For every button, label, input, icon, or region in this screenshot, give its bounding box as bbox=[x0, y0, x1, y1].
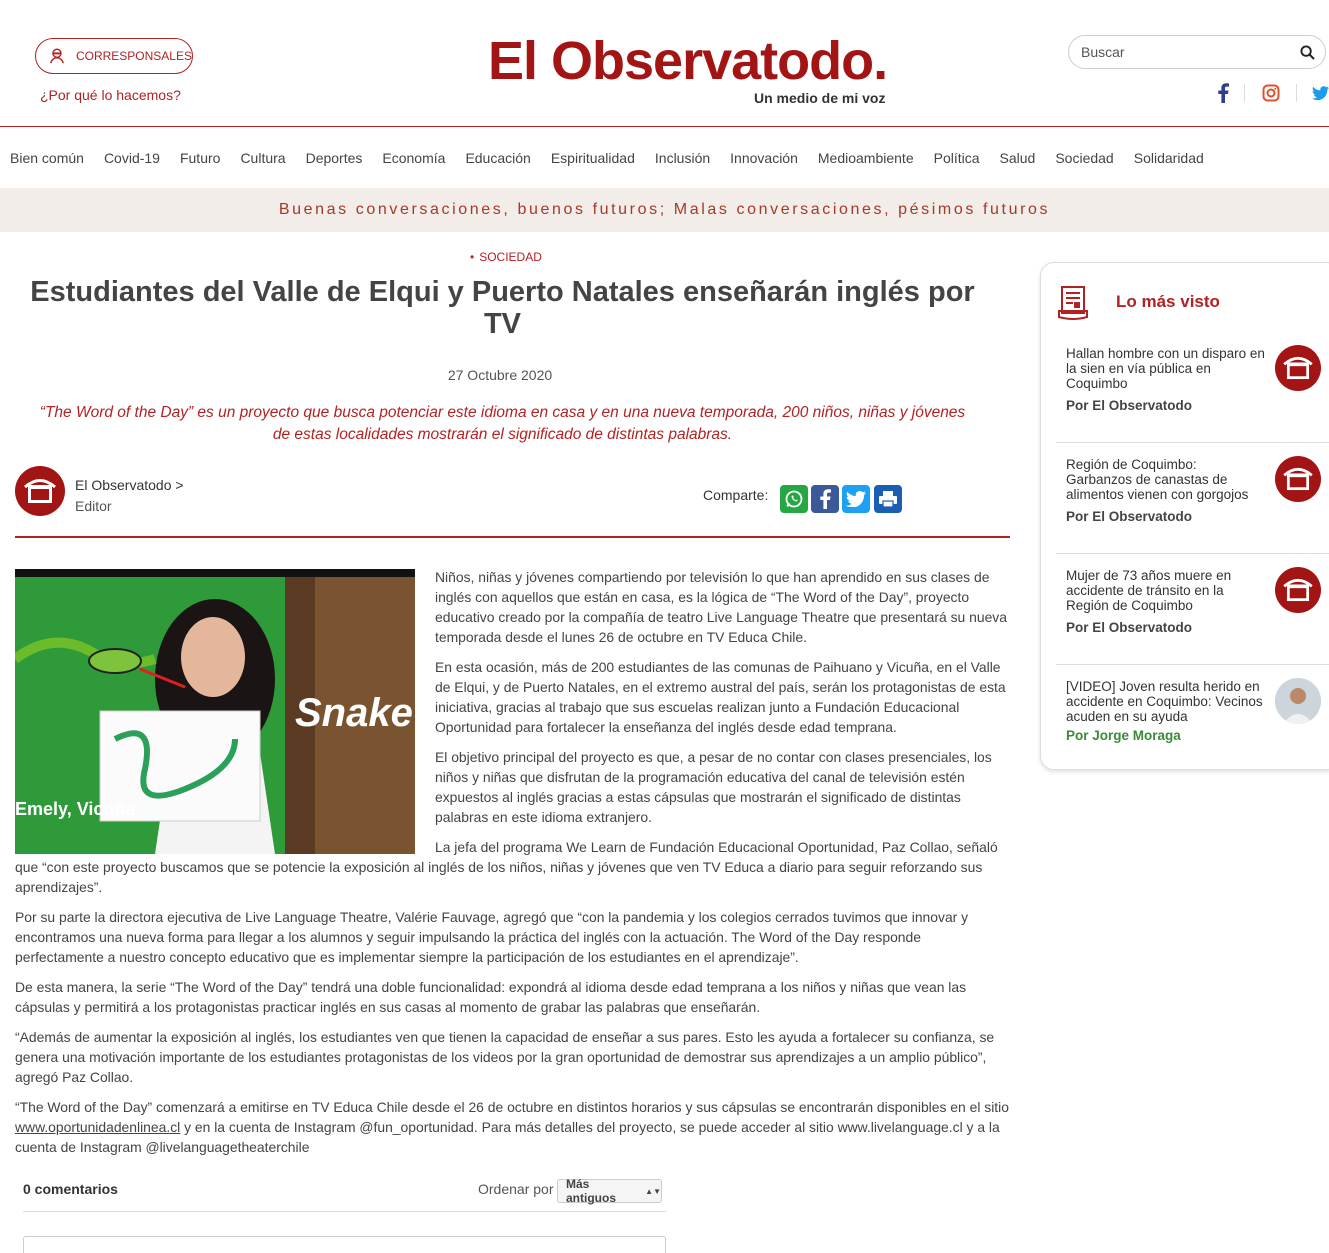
why-link[interactable]: ¿Por qué lo hacemos? bbox=[40, 87, 181, 103]
nav-item-politica[interactable]: Política bbox=[933, 150, 980, 166]
comments-divider bbox=[23, 1211, 666, 1212]
twitter-icon[interactable] bbox=[1312, 82, 1329, 104]
nav-item-deportes[interactable]: Deportes bbox=[305, 150, 363, 166]
paragraph bbox=[15, 1097, 1010, 1157]
correspondents-label: CORRESPONSALES bbox=[75, 49, 192, 63]
reporter-icon bbox=[48, 46, 66, 66]
article-date: 27 Octubre 2020 bbox=[447, 367, 553, 383]
social-divider bbox=[1296, 84, 1297, 102]
paragraph-text: y en la cuenta de Instagram @fun_oportunidad. Para más detalles del proyecto, se puede acceder al sitio www.livelanguage.cl y a la cuenta de Instagram @livelanguagetheaterchile bbox=[15, 1119, 1000, 1155]
comments-count: 0 comentarios bbox=[23, 1181, 118, 1197]
paragraph: Por su parte la directora ejecutiva de Live Language Theatre, Valérie Fauvage, agregó que “con la pandemia y los colegios cerrados tuvimos que innovar y encontramos una nueva forma para llegar a los alumnos y seguir impulsando la práctica del inglés con la actuación. The Word of the Day responde perfectamente a nuestro concepto educativo que es implementar siempre la participación de los estudiantes en el aprendizaje”. bbox=[15, 909, 969, 965]
instagram-icon[interactable] bbox=[1260, 82, 1282, 104]
most-viewed-byline: Por El Observatodo bbox=[1066, 398, 1193, 413]
most-viewed-thumbnail[interactable] bbox=[1275, 678, 1321, 724]
image-spacer bbox=[15, 567, 435, 857]
paragraph: Niños, niñas y jóvenes compartiendo por televisión lo que han aprendido en sus clases de inglés con aquellos que están en casa, es la lógica de “The Word of the Day”, proyecto educativo creado por la compañía de teatro Live Language Theatre que presentará su nueva temporada desde el lunes 26 de octubre en TV Educa Chile. bbox=[435, 569, 1007, 645]
twitter-icon bbox=[846, 491, 866, 507]
nav-item-futuro[interactable]: Futuro bbox=[179, 150, 221, 166]
nav-item-cultura[interactable]: Cultura bbox=[240, 150, 286, 166]
nav-item-inclusion[interactable]: Inclusión bbox=[654, 150, 711, 166]
author-avatar[interactable] bbox=[15, 466, 65, 516]
oportunidad-link[interactable]: www.oportunidadenlinea.cl bbox=[15, 1119, 181, 1135]
author-role: Editor bbox=[75, 498, 112, 514]
share-label: Comparte: bbox=[703, 487, 769, 503]
order-label: Ordenar por bbox=[478, 1181, 554, 1197]
author-block bbox=[75, 475, 184, 517]
facebook-icon[interactable] bbox=[1212, 82, 1234, 104]
most-viewed-item[interactable] bbox=[1056, 333, 1329, 443]
most-viewed-item[interactable] bbox=[1056, 555, 1329, 665]
most-viewed-title[interactable]: Región de Coquimbo: Garbanzos de canastas de alimentos vienen con gorgojos bbox=[1066, 457, 1249, 502]
most-viewed-title[interactable]: [VIDEO] Joven resulta herido en accidente en Coquimbo: Vecinos acuden en su ayuda bbox=[1066, 679, 1263, 724]
most-viewed-byline[interactable]: Por Jorge Moraga bbox=[1066, 728, 1181, 743]
paragraph: El objetivo principal del proyecto es que, a pesar de no contar con clases presenciales, los niños y niñas que disfrutan de la programación educativa del canal de televisión estén expuestos al inglés gracias a estas cápsulas que mostrarán el significado de distintas palabras en este idioma extranjero. bbox=[435, 749, 992, 825]
most-viewed-item[interactable] bbox=[1056, 444, 1329, 554]
author-name[interactable]: El Observatodo > bbox=[75, 477, 184, 493]
site-header bbox=[0, 0, 1329, 127]
correspondents-button[interactable] bbox=[35, 38, 193, 74]
image-word: Snake bbox=[295, 691, 413, 735]
facebook-share-button[interactable] bbox=[811, 485, 839, 513]
nav-item-salud[interactable]: Salud bbox=[999, 150, 1036, 166]
search-box bbox=[1068, 35, 1326, 69]
social-divider bbox=[1244, 84, 1245, 102]
paragraph: La jefa del programa We Learn de Fundación Educacional Oportunidad, Paz Collao, señaló que “con este proyecto buscamos que se potencie la exposición al inglés de los niños, niñas y jóvenes que ven TV Educa a diario para seguir reforzando sus aprendizajes”. bbox=[15, 839, 998, 895]
paragraph: De esta manera, la serie “The Word of the Day” tendrá una doble funcionalidad: expondrá al idioma desde edad temprana a los niños y niñas que vean las cápsulas y permitirá a los protagonistas practicar inglés en sus casas al momento de grabar las palabras que enseñarán. bbox=[15, 979, 967, 1015]
nav-item-sociedad[interactable]: Sociedad bbox=[1055, 150, 1114, 166]
nav-item-economia[interactable]: Economía bbox=[382, 150, 446, 166]
article-lead: “The Word of the Day” es un proyecto que busca potenciar este idioma en casa y en una nueva temporada, 200 niños, niñas y jóvenes de estas localidades mostrarán el significado de distintas palabras. bbox=[39, 404, 966, 443]
most-viewed-panel bbox=[1040, 262, 1329, 770]
order-select[interactable] bbox=[557, 1179, 662, 1203]
nav-item-espiritualidad[interactable]: Espiritualidad bbox=[550, 150, 635, 166]
category-label[interactable]: • SOCIEDAD bbox=[470, 250, 542, 264]
slogan-banner bbox=[0, 188, 1329, 232]
most-viewed-title[interactable]: Hallan hombre con un disparo en la sien en vía pública en Coquimbo bbox=[1066, 346, 1265, 391]
most-viewed-heading: Lo más visto bbox=[1116, 292, 1220, 311]
facebook-icon bbox=[819, 489, 831, 509]
most-viewed-byline: Por El Observatodo bbox=[1066, 620, 1193, 635]
most-viewed-thumbnail[interactable] bbox=[1275, 345, 1321, 391]
paragraph: En esta ocasión, más de 200 estudiantes de las comunas de Paihuano y Vicuña, en el Valle de Elqui, y de Puerto Natales, en el extremo austral del país, serán los protagonistas de esta iniciativa, gracias al trabajo que sus escuelas realizan junto a Fundación Educacional Oportunidad para fortalecer la enseñanza del inglés desde edad temprana. bbox=[435, 659, 1006, 735]
print-icon bbox=[878, 490, 898, 508]
paragraph: “Además de aumentar la exposición al inglés, los estudiantes ven que tienen la capacidad de enseñar a sus pares. Esto les ayuda a fortalecer su confianza, se genera una motivación importante de los estudiantes protagonistas de los videos por la gran oportunidad de demostrar sus aprendizajes a un amplio público”, agregó Paz Collao. bbox=[15, 1029, 995, 1085]
site-tagline: Un medio de mi voz bbox=[754, 90, 886, 106]
most-viewed-item[interactable] bbox=[1056, 666, 1329, 766]
twitter-share-button[interactable] bbox=[842, 485, 870, 513]
nav-item-covid-19[interactable]: Covid-19 bbox=[103, 150, 160, 166]
paragraph-text: “The Word of the Day” comenzará a emitirse en TV Educa Chile desde el 26 de octubre en distintos horarios y sus cápsulas se encontrarán disponibles en el sitio bbox=[15, 1099, 1009, 1115]
newspaper-icon bbox=[1057, 285, 1089, 321]
main-nav bbox=[0, 128, 1329, 188]
article-body bbox=[15, 567, 1010, 1167]
nav-item-educacion[interactable]: Educación bbox=[465, 150, 531, 166]
article-title: Estudiantes del Valle de Elqui y Puerto Natales enseñarán inglés por TV bbox=[30, 276, 975, 340]
whatsapp-share-button[interactable] bbox=[780, 485, 808, 513]
most-viewed-byline: Por El Observatodo bbox=[1066, 509, 1193, 524]
order-value: Más antiguos bbox=[566, 1177, 616, 1205]
most-viewed-title[interactable]: Mujer de 73 años muere en accidente de tránsito en la Región de Coquimbo bbox=[1066, 568, 1232, 613]
comment-input[interactable] bbox=[23, 1236, 666, 1253]
most-viewed-thumbnail[interactable] bbox=[1275, 567, 1321, 613]
most-viewed-thumbnail[interactable] bbox=[1275, 456, 1321, 502]
site-logo[interactable]: El Observatodo. bbox=[488, 31, 888, 91]
nav-item-innovacion[interactable]: Innovación bbox=[730, 150, 798, 166]
nav-item-bien-comun[interactable]: Bien común bbox=[10, 150, 84, 166]
article-divider bbox=[15, 536, 1010, 538]
image-caption: Emely, Vicuña bbox=[15, 799, 136, 819]
search-icon[interactable] bbox=[1300, 45, 1315, 60]
sort-arrows-icon: ▲▼ bbox=[645, 1186, 661, 1196]
print-button[interactable] bbox=[874, 485, 902, 513]
nav-item-solidaridad[interactable]: Solidaridad bbox=[1133, 150, 1204, 166]
slogan-text: Buenas conversaciones, buenos futuros; Malas conversaciones, pésimos futuros bbox=[278, 201, 1051, 218]
search-input[interactable] bbox=[1081, 44, 1300, 60]
nav-item-medioambiente[interactable]: Medioambiente bbox=[817, 150, 914, 166]
whatsapp-icon bbox=[784, 489, 804, 509]
